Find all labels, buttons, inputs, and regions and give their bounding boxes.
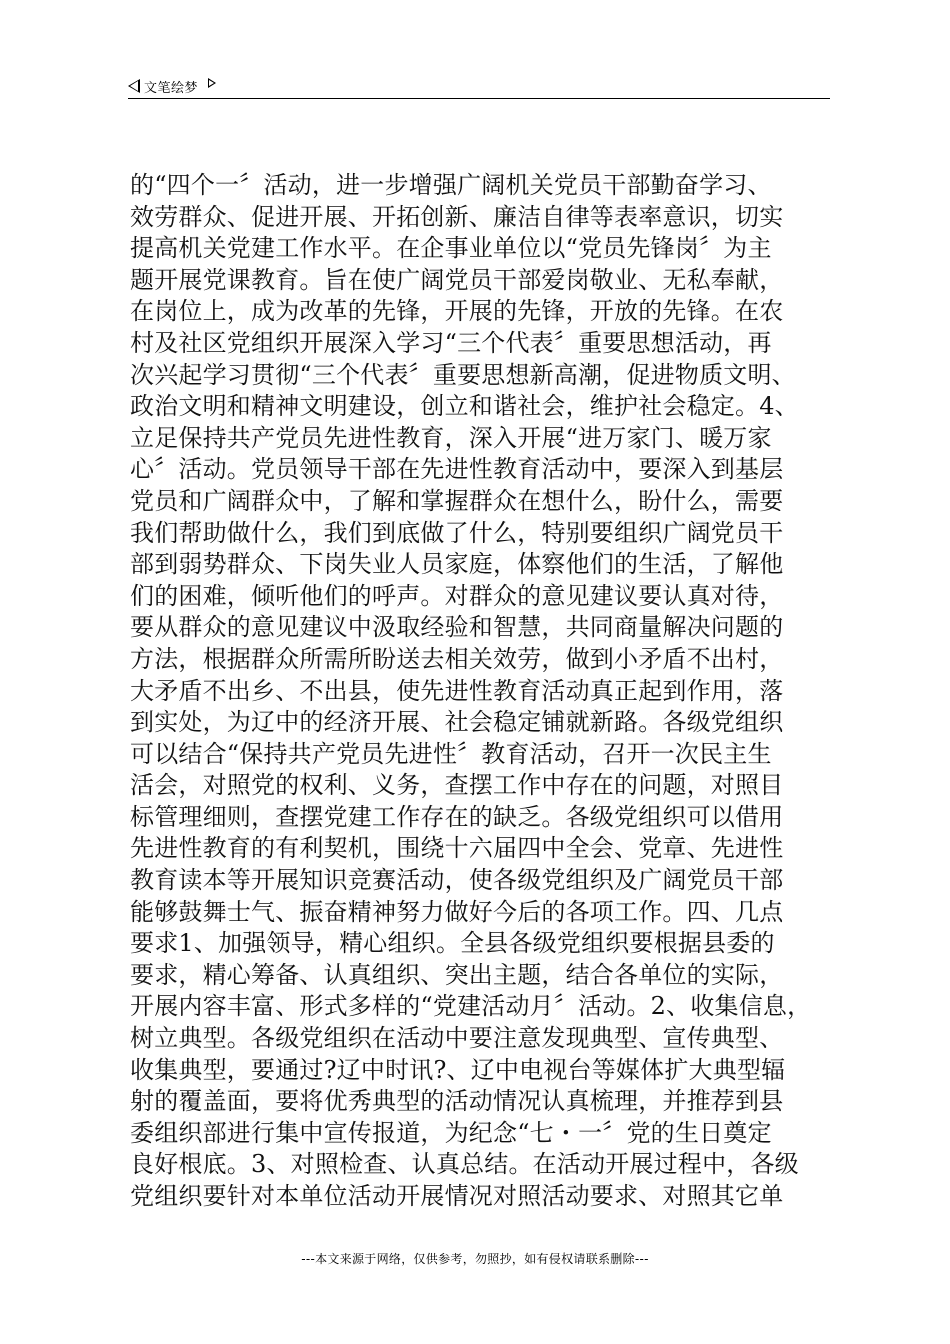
text-line: 要从群众的意见建议中汲取经验和智慧，共同商量解决问题的: [130, 613, 784, 642]
text-line: 标管理细则，查摆党建工作存在的缺乏。各级党组织可以借用: [130, 802, 784, 831]
text-line: 委组织部进行集中宣传报道，为纪念“七・一〞党的生日奠定: [130, 1118, 772, 1147]
text-line: 收集典型，要通过?辽中时讯?、辽中电视台等媒体扩大典型辐: [130, 1055, 786, 1084]
text-line: 的“四个一〞活动，进一步增强广阔机关党员干部勤奋学习、: [130, 171, 772, 199]
text-line: 树立典型。各级党组织在活动中要注意发现典型、宣传典型、: [130, 1024, 784, 1053]
text-line: 射的覆盖面，要将优秀典型的活动情况认真梳理，并推荐到县: [130, 1087, 784, 1116]
text-line: 效劳群众、促进开展、开拓创新、廉洁自律等表率意识，切实: [130, 202, 784, 231]
text-line: 方法，根据群众所需所盼送去相关效劳，做到小矛盾不出村，: [130, 644, 784, 673]
page-footer-disclaimer: ---本文来源于网络，仅供参考，勿照抄，如有侵权请联系删除---: [301, 1252, 649, 1266]
text-line: 大矛盾不出乡、不出县，使先进性教育活动真正起到作用，落: [130, 676, 784, 705]
text-line: 我们帮助做什么，我们到底做了什么，特别要组织广阔党员干: [130, 518, 784, 547]
text-line: 题开展党课教育。旨在使广阔党员干部爱岗敬业、无私奉献，: [130, 265, 784, 294]
text-line: 党组织要针对本单位活动开展情况对照活动要求、对照其它单: [130, 1182, 784, 1210]
text-line: 活会，对照党的权利、义务，查摆工作中存在的问题，对照目: [130, 771, 784, 800]
brand-name: 文笔绘梦: [144, 80, 199, 96]
text-line: 教育读本等开展知识竞赛活动，使各级党组织及广阔党员干部: [130, 866, 784, 895]
text-line: 党员和广阔群众中，了解和掌握群众在想什么，盼什么，需要: [130, 486, 784, 515]
text-line: 们的困难，倾听他们的呼声。对群众的意见建议要认真对待，: [130, 581, 784, 610]
text-line: 先进性教育的有利契机，围绕十六届四中全会、党章、先进性: [130, 834, 784, 863]
text-line: 能够鼓舞士气、振奋精神努力做好今后的各项工作。四、几点: [130, 897, 784, 926]
text-line: 开展内容丰富、形式多样的“党建活动月〞活动。2、收集信息，: [130, 992, 812, 1021]
text-line: 村及社区党组织开展深入学习“三个代表〞重要思想活动，再: [130, 328, 772, 357]
text-line: 立足保持共产党员先进性教育，深入开展“进万家门、暖万家: [130, 423, 772, 452]
triangle-left-icon: [128, 79, 140, 93]
text-line: 在岗位上，成为改革的先锋，开展的先锋，开放的先锋。在农: [130, 297, 784, 326]
page-header: [128, 74, 830, 99]
text-line: 提高机关党建工作水平。在企事业单位以“党员先锋岗〞为主: [130, 234, 772, 263]
document-body: [130, 170, 830, 1213]
text-line: 良好根底。3、对照检查、认真总结。在活动开展过程中，各级: [130, 1150, 799, 1179]
text-line: 要求1、加强领导，精心组织。全县各级党组织要根据县委的: [130, 929, 775, 958]
text-line: 可以结合“保持共产党员先进性〞教育活动，召开一次民主生: [130, 739, 772, 768]
text-line: 部到弱势群众、下岗失业人员家庭，体察他们的生活，了解他: [130, 550, 784, 579]
text-line: 次兴起学习贯彻“三个代表〞重要思想新高潮，促进物质文明、: [130, 360, 796, 389]
text-line: 到实处，为辽中的经济开展、社会稳定铺就新路。各级党组织: [130, 708, 784, 737]
triangle-right-icon: [208, 78, 216, 88]
text-line: 要求，精心筹备、认真组织、突出主题，结合各单位的实际，: [130, 960, 784, 989]
text-line: 心〞活动。党员领导干部在先进性教育活动中，要深入到基层: [130, 455, 784, 484]
text-line: 政治文明和精神文明建设，创立和谐社会，维护社会稳定。4、: [130, 392, 799, 421]
